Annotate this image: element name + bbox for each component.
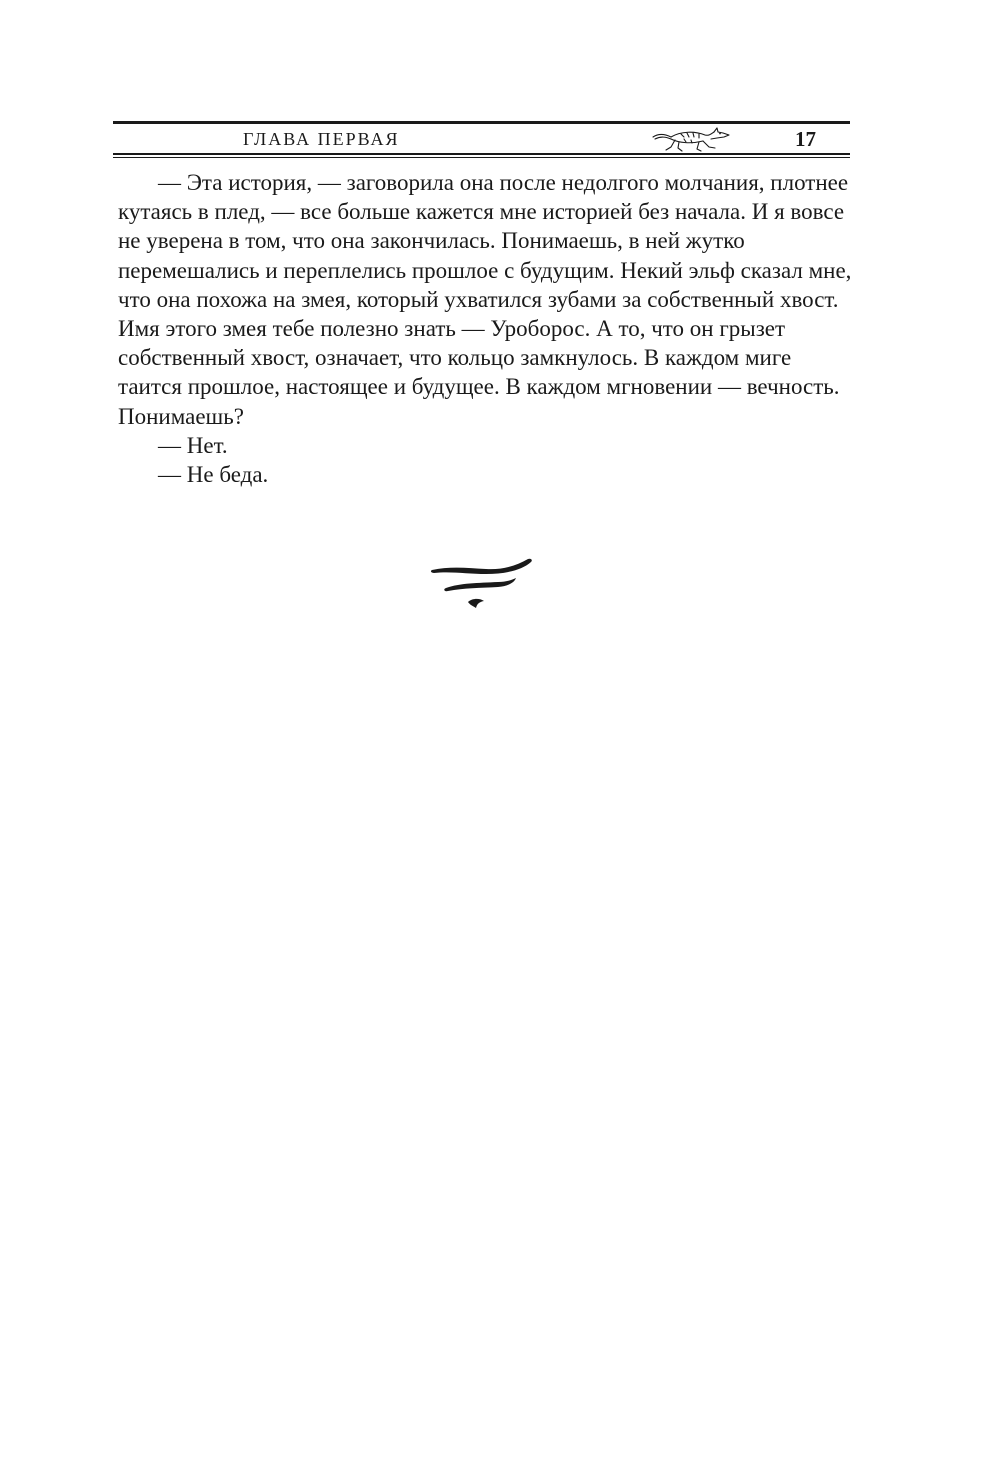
wolf-icon (651, 125, 733, 153)
paragraph: — Не беда. (158, 462, 269, 488)
chapter-title: ГЛАВА ПЕРВАЯ (243, 129, 400, 149)
body-text (118, 168, 852, 489)
page-number: 17 (795, 127, 816, 151)
header-bottom-thin-rule (113, 157, 850, 158)
header-top-rule (113, 121, 850, 124)
header-bottom-rule (113, 153, 850, 155)
running-header (113, 121, 850, 159)
paragraph: — Эта история, — заговорила она после недолгого молчания, плотнее кутаясь в плед, — все больше кажется мне историей без начала. И я вовсе не уверена в том, что она закончилась. Понимаешь, в ней жутко перемешались и переплелись прошлое с будущим. Некий эльф сказал мне, что она похожа на змея, который ухватился зубами за собственный хвост. Имя этого змея тебе полезно знать — Уроборос. А то, что он грызет собственный хвост, означает, что кольцо замкнулось. В каждом миге таится прошлое, настоящее и будущее. В каждом мгновении — вечность. Понимаешь? (118, 170, 852, 429)
section-end-flourish-icon (428, 556, 534, 614)
paragraph: — Нет. (158, 432, 228, 458)
